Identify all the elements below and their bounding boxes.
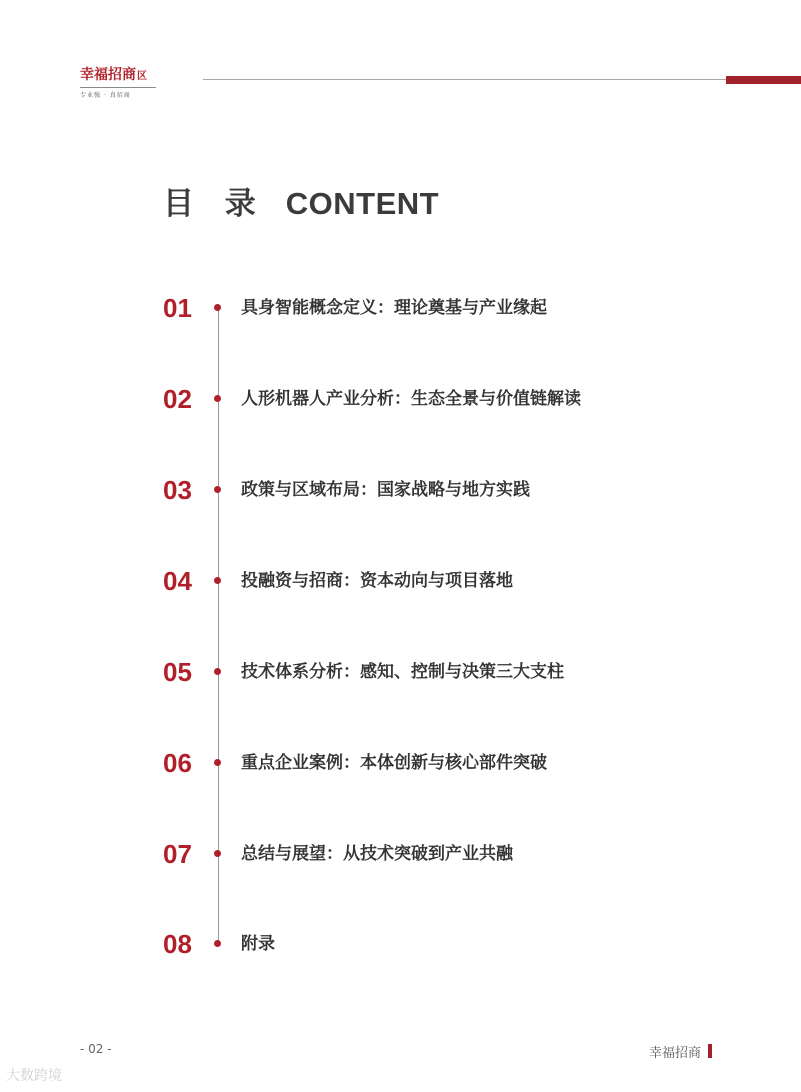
toc-item-02[interactable] [163, 384, 663, 414]
timeline-dot [214, 759, 221, 766]
toc-number: 04 [163, 566, 192, 596]
toc-number: 07 [163, 839, 192, 869]
logo-divider [80, 87, 156, 88]
toc-item-05[interactable] [163, 657, 663, 687]
toc-number: 01 [163, 293, 192, 323]
footer-brand: 幸福招商 [648, 1046, 701, 1061]
timeline-dot [214, 940, 221, 947]
toc-title: 人形机器人产业分析：生态全景与价值链解读 [241, 389, 581, 409]
logo-tagline: 专业强 · 真招商 [80, 92, 131, 99]
footer-accent-bar [708, 1044, 712, 1058]
toc-number: 03 [163, 475, 192, 505]
toc-title: 投融资与招商：资本动向与项目落地 [241, 571, 513, 591]
toc-number: 06 [163, 748, 192, 778]
toc-number: 08 [163, 929, 192, 959]
brand-logo [80, 64, 160, 99]
timeline-dot [214, 395, 221, 402]
toc-item-08[interactable] [163, 929, 663, 959]
timeline-dot [214, 850, 221, 857]
timeline-dot [214, 668, 221, 675]
title-cn: 目 录 [163, 186, 266, 222]
logo-mark: 区 [137, 71, 147, 82]
timeline-dot [214, 486, 221, 493]
toc-item-01[interactable] [163, 293, 663, 323]
watermark: 大数跨境 [6, 1068, 62, 1084]
toc-title: 重点企业案例：本体创新与核心部件突破 [241, 753, 547, 773]
toc-item-06[interactable] [163, 748, 663, 778]
toc-title: 技术体系分析：感知、控制与决策三大支柱 [241, 662, 564, 682]
timeline-dot [214, 577, 221, 584]
toc-title: 附录 [241, 934, 275, 954]
toc-item-07[interactable] [163, 839, 663, 869]
toc-number: 02 [163, 384, 192, 414]
timeline-dot [214, 304, 221, 311]
toc-number: 05 [163, 657, 192, 687]
page-title [163, 178, 439, 223]
header-accent-bar [726, 76, 801, 84]
toc-title: 具身智能概念定义：理论奠基与产业缘起 [241, 298, 547, 318]
page-number: - 02 - [80, 1042, 112, 1056]
logo-name: 幸福招商区 [80, 67, 147, 83]
toc-item-03[interactable] [163, 475, 663, 505]
title-en: CONTENT [285, 186, 440, 221]
header-rule [203, 79, 726, 80]
toc-title: 政策与区域布局：国家战略与地方实践 [241, 480, 530, 500]
toc-title: 总结与展望：从技术突破到产业共融 [241, 844, 513, 864]
toc-item-04[interactable] [163, 566, 663, 596]
